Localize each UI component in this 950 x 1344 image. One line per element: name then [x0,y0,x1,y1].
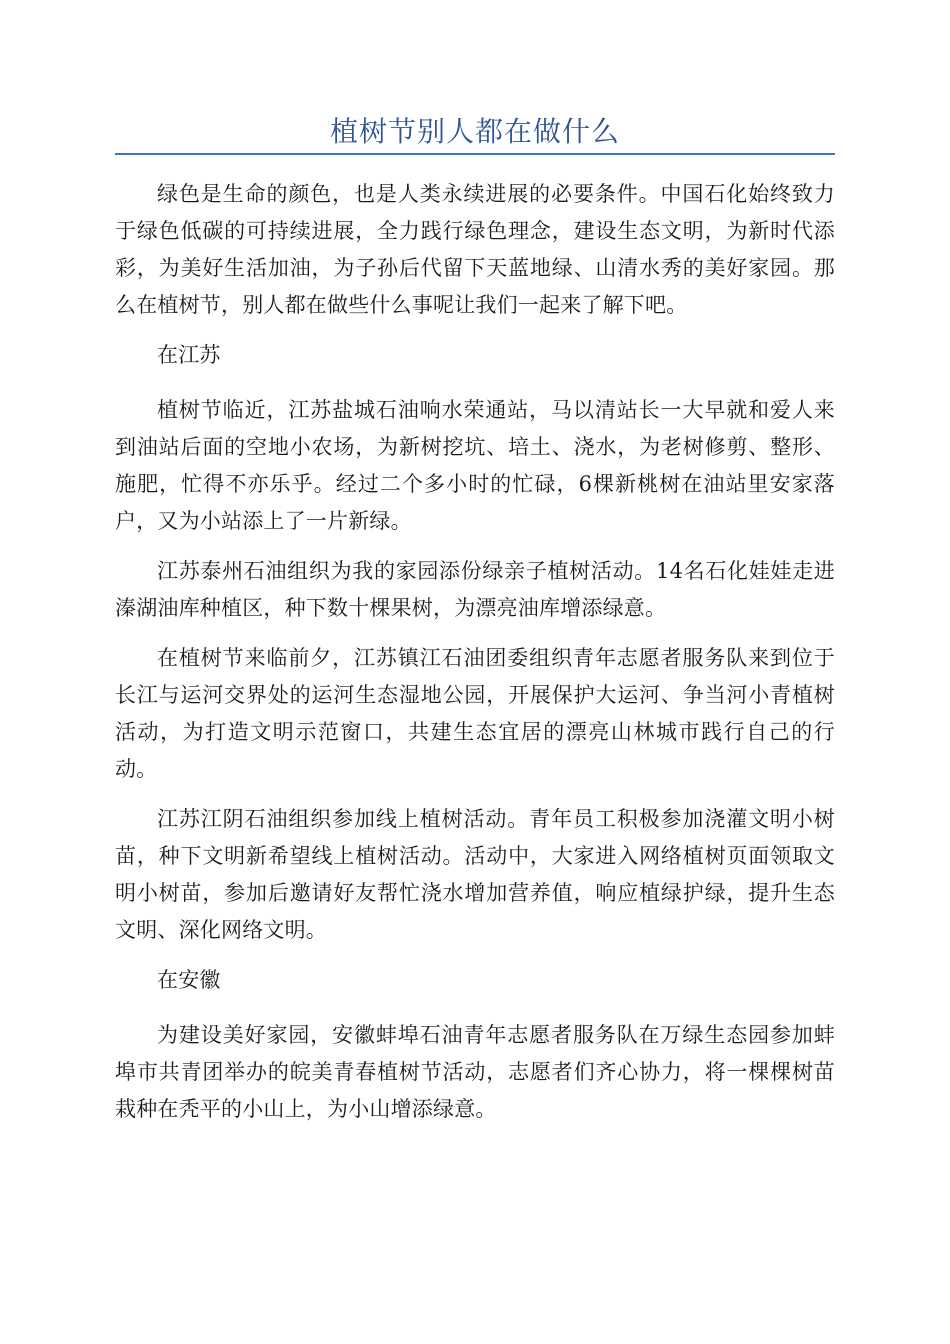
paragraph-zhenjiang: 在植树节来临前夕，江苏镇江石油团委组织青年志愿者服务队来到位于长江与运河交界处的运河生态湿地公园，开展保护大运河、争当河小青植树活动，为打造文明示范窗口，共建生态宜居的漂亮山林城市践行自己的行动。 [115,646,835,781]
paragraph-taizhou: 江苏泰州石油组织为我的家园添份绿亲子植树活动。14名石化娃娃走进溱湖油库种植区，种下数十棵果树，为漂亮油库增添绿意。 [115,559,835,620]
paragraph-intro: 绿色是生命的颜色，也是人类永续进展的必要条件。中国石化始终致力于绿色低碳的可持续进展，全力践行绿色理念，建设生态文明，为新时代添彩，为美好生活加油，为子孙后代留下天蓝地绿、山清水秀的美好家园。那么在植树节，别人都在做些什么事呢让我们一起来了解下吧。 [115,182,835,317]
document-body [115,176,835,1141]
paragraph-jiangyin: 江苏江阴石油组织参加线上植树活动。青年员工积极参加浇灌文明小树苗，种下文明新希望线上植树活动。活动中，大家进入网络植树页面领取文明小树苗，参加后邀请好友帮忙浇水增加营养值，响应植绿护绿，提升生态文明、深化网络文明。 [115,807,835,942]
title-underline [115,153,835,155]
paragraph-yancheng: 植树节临近，江苏盐城石油响水荣通站，马以清站长一大早就和爱人来到油站后面的空地小农场，为新树挖坑、培土、浇水，为老树修剪、整形、施肥，忙得不亦乐乎。经过二个多小时的忙碌，6棵新桃树在油站里安家落户，又为小站添上了一片新绿。 [115,398,835,533]
section-heading-anhui: 在安徽 [157,968,221,992]
section-heading-jiangsu: 在江苏 [157,343,221,367]
document-title: 植树节别人都在做什么 [329,115,620,148]
paragraph-bengbu: 为建设美好家园，安徽蚌埠石油青年志愿者服务队在万绿生态园参加蚌埠市共青团举办的皖美青春植树节活动，志愿者们齐心协力，将一棵棵树苗栽种在秃平的小山上，为小山增添绿意。 [115,1023,835,1121]
